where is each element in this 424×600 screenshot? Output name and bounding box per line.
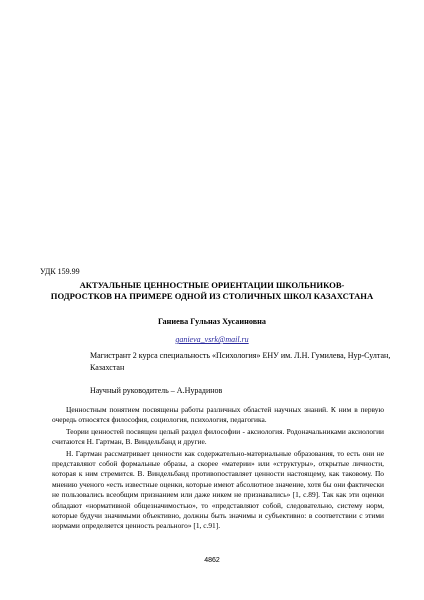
body-paragraph: Н. Гартман рассматривает ценности как содержательно-материальные образования, то есть они не представляют собой формальные образы, а скорее «материи» или «структуры», открытые личности, которая к ним стремится. В. Виндельбанд противопоставляет ценности настоящему, как таковому. По мнению ученого «есть известные оценки, которые имеют абсолютное значение, хотя бы они фактически не пользовались всеобщим признанием или даже никем не признавались» [1, с.89]. Так как эти оценки обладают «нормативной общезначимостью», то «представляют собой, следовательно, систему норм, которые будучи значимыми объективно, должны быть значимы и субъективно: в соответствии с этими нормами определяется ценность реального» [1, с.91].	[52, 448, 384, 531]
title-line-2: ПОДРОСТКОВ НА ПРИМЕРЕ ОДНОЙ ИЗ СТОЛИЧНЫХ ШКОЛ КАЗАХСТАНА	[50, 291, 374, 301]
udk-code: УДК 159.99	[40, 267, 80, 276]
scientific-advisor: Научный руководитель – А.Нурадинов	[90, 386, 223, 395]
article-body	[52, 405, 384, 533]
author-name: Ганиева Гульназ Хусаиновна	[158, 317, 266, 326]
article-title	[40, 280, 384, 302]
author-affiliation: Магистрант 2 курса специальность «Психология» ЕНУ им. Л.Н. Гумилева, Нур-Султан, Казахстан	[90, 351, 391, 372]
body-paragraph: Теории ценностей посвящен целый раздел философии - аксиология. Родоначальниками аксиологии считаются Н. Гартман, В. Виндельбанд и другие.	[52, 426, 384, 447]
author-email-link[interactable]: ganieva_vsrk@mail.ru	[175, 335, 249, 344]
title-line-1: АКТУАЛЬНЫЕ ЦЕННОСТНЫЕ ОРИЕНТАЦИИ ШКОЛЬНИКОВ-	[79, 280, 345, 290]
page-number: 4862	[204, 557, 220, 564]
body-paragraph: Ценностным понятием посвящены работы различных областей научных знаний. К ним в первую очередь относятся философия, социология, психология, педагогика.	[52, 405, 384, 425]
